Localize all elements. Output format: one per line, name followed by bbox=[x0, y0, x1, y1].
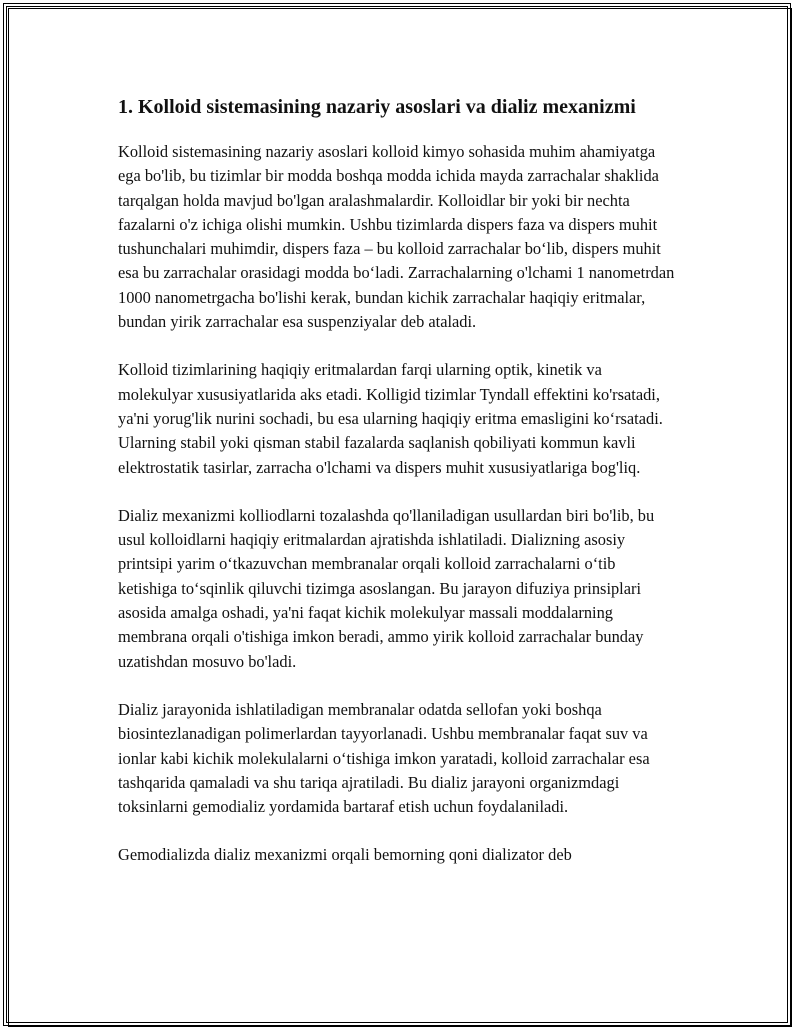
section-heading: 1. Kolloid sistemasining nazariy asoslari va dializ mexanizmi bbox=[118, 96, 636, 118]
paragraph-5: Gemodializda dializ mexanizmi orqali bemorning qoni dializator deb bbox=[118, 845, 572, 865]
paragraph-4: Dializ jarayonida ishlatiladigan membranalar odatda sellofan yoki boshqa biosintezlanadigan polimerlardan tayyorlanadi. Ushbu membranalar faqat suv va ionlar kabi kichik molekulalarni o‘tishiga imkon yaratadi, kolloid zarrachalar esa tashqarida qamaladi va shu tariqa ajratiladi. Bu dializ jarayoni organizmdagi toksinlarni gemodializ yordamida bartaraf etish uchun foydalaniladi. bbox=[118, 699, 650, 817]
paragraph-1: Kolloid sistemasining nazariy asoslari kolloid kimyo sohasida muhim ahamiyatga ega bo'lib, bu tizimlar bir modda boshqa modda ichida mayda zarrachalar shaklida tarqalgan holda mavjud bo'lgan aralashmalardir. Kolloidlar bir yoki bir nechta fazalarni o'z ichiga olishi mumkin. Ushbu tizimlarda dispers faza va dispers muhit tushunchalari muhimdir, dispers faza – bu kolloid zarrachalar bo‘lib, dispers muhit esa bu zarrachalar orasidagi modda bo‘ladi. Zarrachalarning o'lchami 1 nanometrdan 1000 nanometrgacha bo'lishi kerak, bundan kichik zarrachalar haqiqiy eritmalar, bundan yirik zarrachalar esa suspenziyalar deb ataladi. bbox=[118, 142, 675, 332]
paragraph-3: Dializ mexanizmi kolliodlarni tozalashda qo'llaniladigan usullardan biri bo'lib, bu usul kolloidlarni haqiqiy eritmalardan ajratishda ishlatiladi. Dializning asosiy printsipi yarim o‘tkazuvchan membranalar orqali kolloid zarrachalarni o‘tib ketishiga to‘sqinlik qiluvchi tizimga asoslangan. Bu jarayon difuziya prinsiplari asosida amalga oshadi, ya'ni faqat kichik molekulyar massali moddalarning membrana orqali o'tishiga imkon beradi, ammo yirik kolloid zarrachalar bunday uzatishdan mosuvo bo'ladi. bbox=[118, 505, 655, 671]
document-body bbox=[118, 94, 678, 892]
paragraph-2: Kolloid tizimlarining haqiqiy eritmalardan farqi ularning optik, kinetik va molekulyar xususiyatlarida aks etadi. Kolligid tizimlar Tyndall effektini ko'rsatadi, ya'ni yorug'lik nurini sochadi, bu esa ularning haqiqiy eritma emasligini ko‘rsatadi. Ularning stabil yoki qisman stabil fazalarda saqlanish qobiliyati kommun kavli elektrostatik tasirlar, zarracha o'lchami va dispers muhit xususiyatlariga bog'liq. bbox=[118, 360, 663, 477]
